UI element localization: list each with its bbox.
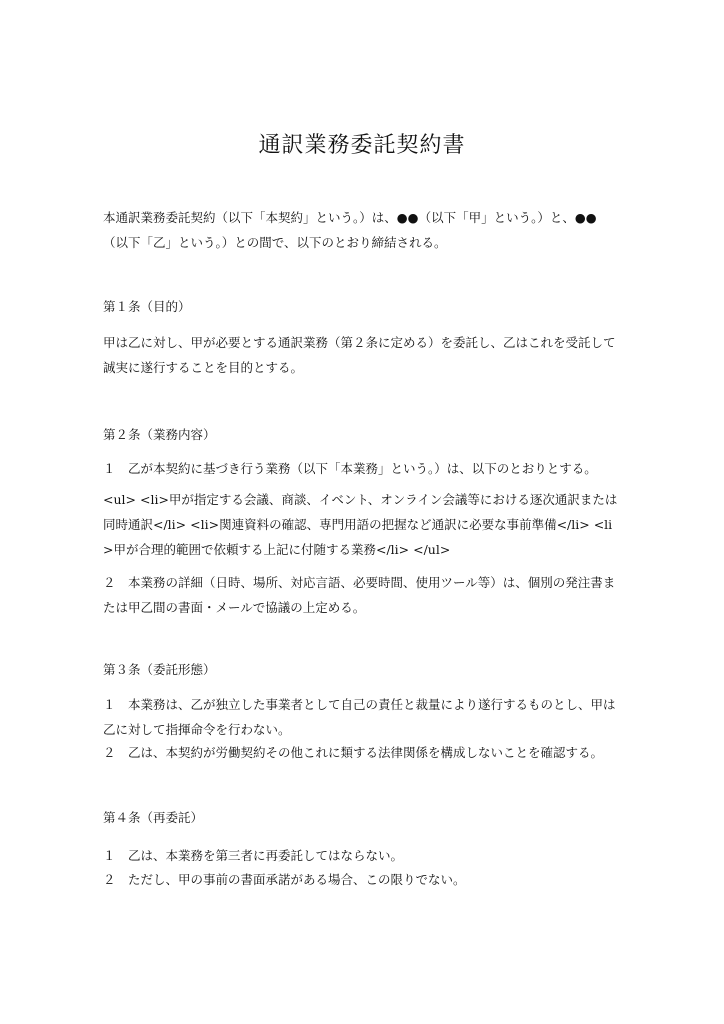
article-2-heading: 第２条（業務内容） — [103, 427, 216, 442]
article-1-heading: 第１条（目的） — [103, 299, 191, 314]
document-title: 通訳業務委託契約書 — [258, 133, 466, 158]
article-4-paragraph-1: １ 乙は、本業務を第三者に再委託してはならない。 — [103, 848, 404, 863]
article-1-paragraph-1: 甲は乙に対し、甲が必要とする通訳業務（第２条に定める）を委託し、乙はこれを受託して誠実に遂行することを目的とする。 — [103, 335, 616, 375]
article-3-paragraph-1: １ 本業務は、乙が独立した事業者として自己の責任と裁量により遂行するものとし、甲は乙に対して指揮命令を行わない。 — [103, 697, 616, 737]
article-2-paragraph-2: <ul> <li>甲が指定する会議、商談、イベント、オンライン会議等における逐次通訳または同時通訳</li> <li>関連資料の確認、専門用語の把握など通訳に必要な事前準備</li> <li>甲が合理的範囲で依頼する上記に付随する業務</li> </ul> — [103, 492, 618, 557]
article-4-heading: 第４条（再委託） — [103, 810, 204, 825]
preamble-text: 本通訳業務委託契約（以下「本契約」という。）は、●●（以下「甲」という。）と、●●（以下「乙」という。）との間で、以下のとおり締結される。 — [103, 210, 597, 250]
article-4-paragraph-2: ２ ただし、甲の事前の書面承諾がある場合、この限りでない。 — [103, 872, 466, 887]
article-2-paragraph-3: ２ 本業務の詳細（日時、場所、対応言語、必要時間、使用ツール等）は、個別の発注書または甲乙間の書面・メールで協議の上定める。 — [103, 575, 616, 615]
article-2-paragraph-1: １ 乙が本契約に基づき行う業務（以下「本業務」という。）は、以下のとおりとする。 — [103, 461, 597, 476]
article-3-heading: 第３条（委託形態） — [103, 662, 216, 677]
article-3-paragraph-2: ２ 乙は、本契約が労働契約その他これに類する法律関係を構成しないことを確認する。 — [103, 745, 604, 760]
